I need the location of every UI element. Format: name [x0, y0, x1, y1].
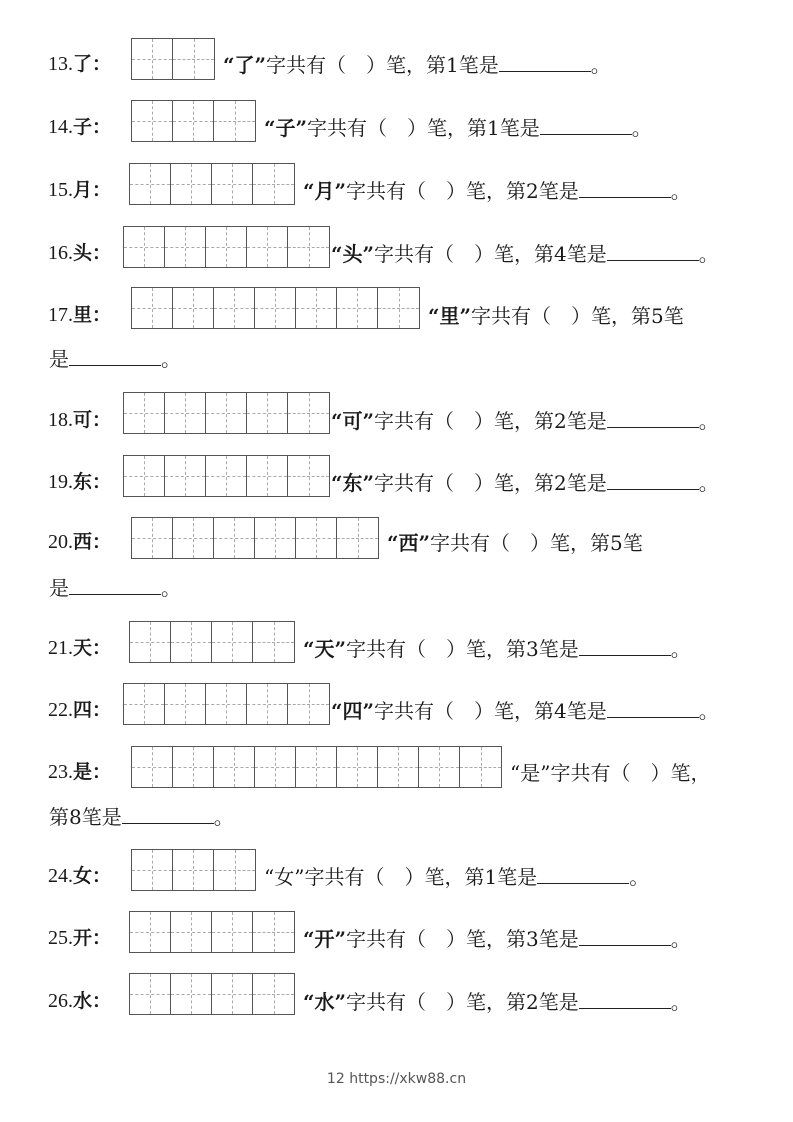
- item-number: [48, 633, 111, 660]
- answer-blank[interactable]: [579, 179, 671, 198]
- answer-blank[interactable]: [499, 53, 591, 72]
- number-label: 15.: [48, 179, 73, 201]
- question-text: [387, 527, 643, 556]
- item-number: [48, 467, 111, 494]
- writing-cell[interactable]: [124, 227, 165, 267]
- period: 。: [161, 347, 181, 371]
- writing-cell[interactable]: [132, 850, 173, 890]
- period: 。: [161, 576, 181, 600]
- writing-cell[interactable]: [253, 164, 294, 204]
- colon: ：: [92, 304, 112, 326]
- number-label: 17.: [48, 304, 73, 326]
- writing-cell[interactable]: [132, 518, 173, 558]
- target-character: 开: [73, 927, 93, 949]
- colon: ：: [92, 761, 112, 783]
- answer-blank[interactable]: [122, 805, 214, 824]
- stroke-question: 字共有（ ）笔，第1笔是: [304, 865, 538, 889]
- period: 。: [698, 471, 719, 495]
- target-character: 女: [73, 865, 93, 887]
- writing-cell[interactable]: [460, 747, 501, 787]
- question-text: [223, 49, 611, 78]
- stroke-question: 字共有（ ）笔，第3笔是: [346, 927, 579, 951]
- number-label: 16.: [48, 242, 73, 264]
- tianzige-grid[interactable]: [129, 163, 295, 205]
- period: 。: [670, 637, 691, 661]
- period: 。: [698, 409, 719, 433]
- period: 。: [670, 990, 691, 1014]
- answer-blank[interactable]: [607, 699, 699, 718]
- writing-cell[interactable]: [212, 622, 253, 662]
- site-url: https://xkw88.cn: [349, 1071, 467, 1087]
- writing-cell[interactable]: [255, 518, 296, 558]
- quoted-character: “女”: [264, 865, 305, 889]
- number-label: 18.: [48, 409, 73, 431]
- target-character: 可: [73, 409, 93, 431]
- tianzige-grid[interactable]: [123, 226, 330, 268]
- item-number: [48, 175, 111, 202]
- page-number: 12: [326, 1071, 345, 1087]
- writing-cell[interactable]: [378, 288, 419, 328]
- colon: ：: [92, 53, 112, 75]
- question-text: [264, 112, 652, 141]
- writing-cell[interactable]: [337, 747, 378, 787]
- quoted-character: “了”: [223, 53, 267, 77]
- writing-cell[interactable]: [132, 288, 173, 328]
- stroke-question: 字共有（ ）笔，: [550, 761, 711, 785]
- number-label: 20.: [48, 531, 73, 553]
- item-number: [48, 861, 111, 888]
- target-character: 天: [73, 637, 93, 659]
- target-character: 水: [73, 990, 93, 1012]
- tianzige-grid[interactable]: [129, 911, 295, 953]
- colon: ：: [92, 179, 112, 201]
- target-character: 子: [73, 116, 93, 138]
- tianzige-grid[interactable]: [131, 100, 256, 142]
- target-character: 里: [73, 304, 93, 326]
- item-number: [48, 923, 111, 950]
- writing-cell[interactable]: [337, 288, 378, 328]
- writing-cell[interactable]: [288, 227, 329, 267]
- item-number: [48, 112, 111, 139]
- writing-cell[interactable]: [132, 747, 173, 787]
- period: 。: [629, 865, 650, 889]
- question-text: [303, 923, 691, 952]
- item-number: [48, 527, 111, 554]
- quoted-character: “是”: [510, 761, 551, 785]
- quoted-character: “西”: [387, 531, 431, 555]
- stroke-question: 字共有（ ）笔，第1笔是: [266, 53, 499, 77]
- writing-cell[interactable]: [171, 164, 212, 204]
- item-number: [48, 757, 111, 784]
- item-number: [48, 695, 111, 722]
- writing-cell[interactable]: [206, 684, 247, 724]
- number-label: 19.: [48, 471, 73, 493]
- writing-cell[interactable]: [296, 747, 337, 787]
- continuation-text: 第8笔是: [49, 805, 122, 829]
- quoted-character: “子”: [264, 116, 308, 140]
- quoted-character: “东”: [331, 471, 375, 495]
- stroke-question: 字共有（ ）笔，第1笔是: [307, 116, 540, 140]
- writing-cell[interactable]: [212, 912, 253, 952]
- number-label: 22.: [48, 699, 73, 721]
- writing-cell[interactable]: [206, 456, 247, 496]
- writing-cell[interactable]: [130, 164, 171, 204]
- writing-cell[interactable]: [171, 974, 212, 1014]
- writing-cell[interactable]: [247, 684, 288, 724]
- writing-cell[interactable]: [296, 288, 337, 328]
- colon: ：: [92, 990, 112, 1012]
- question-text: [331, 467, 719, 496]
- answer-blank[interactable]: [537, 865, 629, 884]
- writing-cell[interactable]: [165, 684, 206, 724]
- writing-cell[interactable]: [173, 850, 214, 890]
- period: 。: [670, 179, 691, 203]
- writing-cell[interactable]: [247, 456, 288, 496]
- answer-blank[interactable]: [579, 990, 671, 1009]
- item-number: [48, 405, 111, 432]
- writing-cell[interactable]: [124, 393, 165, 433]
- tianzige-grid[interactable]: [131, 517, 379, 559]
- tianzige-grid[interactable]: [123, 392, 330, 434]
- quoted-character: “天”: [303, 637, 347, 661]
- period: 。: [590, 53, 611, 77]
- continuation-text: 是: [49, 576, 69, 600]
- answer-blank[interactable]: [540, 116, 632, 135]
- colon: ：: [92, 471, 112, 493]
- colon: ：: [92, 865, 112, 887]
- target-character: 头: [73, 242, 93, 264]
- tianzige-grid[interactable]: [123, 455, 330, 497]
- stroke-question: 字共有（ ）笔，第2笔是: [346, 990, 579, 1014]
- colon: ：: [92, 699, 112, 721]
- number-label: 13.: [48, 53, 73, 75]
- writing-cell[interactable]: [214, 518, 255, 558]
- writing-cell[interactable]: [212, 974, 253, 1014]
- question-text: [331, 405, 719, 434]
- writing-cell[interactable]: [173, 39, 214, 79]
- target-character: 了: [73, 53, 93, 75]
- question-text: [428, 300, 684, 329]
- colon: ：: [92, 927, 112, 949]
- quoted-character: “月”: [303, 179, 347, 203]
- stroke-question: 字共有（ ）笔，第2笔是: [346, 179, 579, 203]
- number-label: 26.: [48, 990, 73, 1012]
- quoted-character: “开”: [303, 927, 347, 951]
- writing-cell[interactable]: [173, 518, 214, 558]
- writing-cell[interactable]: [124, 684, 165, 724]
- question-text: [303, 986, 691, 1015]
- period: 。: [213, 805, 234, 829]
- question-continuation: [49, 801, 234, 830]
- target-character: 西: [73, 531, 93, 553]
- tianzige-grid[interactable]: [129, 621, 295, 663]
- writing-cell[interactable]: [173, 288, 214, 328]
- writing-cell[interactable]: [296, 518, 337, 558]
- question-text: [331, 238, 719, 267]
- writing-cell[interactable]: [253, 912, 294, 952]
- stroke-question: 字共有（ ）笔，第2笔是: [374, 409, 607, 433]
- target-character: 四: [73, 699, 93, 721]
- writing-cell[interactable]: [206, 227, 247, 267]
- writing-cell[interactable]: [165, 227, 206, 267]
- writing-cell[interactable]: [130, 622, 171, 662]
- item-number: [48, 238, 111, 265]
- answer-blank[interactable]: [69, 347, 161, 366]
- writing-cell[interactable]: [247, 227, 288, 267]
- writing-cell[interactable]: [255, 747, 296, 787]
- writing-cell[interactable]: [288, 456, 329, 496]
- question-text: [303, 633, 691, 662]
- writing-cell[interactable]: [173, 101, 214, 141]
- writing-cell[interactable]: [132, 101, 173, 141]
- target-character: 是: [73, 761, 93, 783]
- number-label: 21.: [48, 637, 73, 659]
- tianzige-grid[interactable]: [123, 683, 330, 725]
- answer-blank[interactable]: [579, 927, 671, 946]
- question-continuation: [49, 572, 181, 601]
- writing-cell[interactable]: [247, 393, 288, 433]
- writing-cell[interactable]: [288, 393, 329, 433]
- colon: ：: [92, 242, 112, 264]
- target-character: 月: [73, 179, 93, 201]
- number-label: 24.: [48, 865, 73, 887]
- number-label: 25.: [48, 927, 73, 949]
- quoted-character: “水”: [303, 990, 347, 1014]
- stroke-question: 字共有（ ）笔，第2笔是: [374, 471, 607, 495]
- question-continuation: [49, 343, 181, 372]
- writing-cell[interactable]: [288, 684, 329, 724]
- writing-cell[interactable]: [214, 747, 255, 787]
- colon: ：: [92, 637, 112, 659]
- answer-blank[interactable]: [579, 637, 671, 656]
- colon: ：: [92, 409, 112, 431]
- quoted-character: “四”: [331, 699, 375, 723]
- writing-cell[interactable]: [253, 974, 294, 1014]
- question-text: [510, 757, 710, 786]
- number-label: 14.: [48, 116, 73, 138]
- answer-blank[interactable]: [69, 576, 161, 595]
- writing-cell[interactable]: [173, 747, 214, 787]
- question-text: [303, 175, 691, 204]
- colon: ：: [92, 531, 112, 553]
- writing-cell[interactable]: [253, 622, 294, 662]
- number-label: 23.: [48, 761, 73, 783]
- stroke-question: 字共有（ ）笔，第5笔: [471, 304, 684, 328]
- colon: ：: [92, 116, 112, 138]
- answer-blank[interactable]: [607, 409, 699, 428]
- writing-cell[interactable]: [419, 747, 460, 787]
- writing-cell[interactable]: [165, 393, 206, 433]
- stroke-question: 字共有（ ）笔，第5笔: [430, 531, 643, 555]
- answer-blank[interactable]: [607, 242, 699, 261]
- writing-cell[interactable]: [378, 747, 419, 787]
- writing-cell[interactable]: [130, 912, 171, 952]
- stroke-question: 字共有（ ）笔，第3笔是: [346, 637, 579, 661]
- period: 。: [698, 242, 719, 266]
- writing-cell[interactable]: [132, 39, 173, 79]
- writing-cell[interactable]: [214, 101, 255, 141]
- tianzige-grid[interactable]: [131, 287, 420, 329]
- target-character: 东: [73, 471, 93, 493]
- period: 。: [698, 699, 719, 723]
- quoted-character: “头”: [331, 242, 375, 266]
- writing-cell[interactable]: [212, 164, 253, 204]
- tianzige-grid[interactable]: [131, 746, 502, 788]
- item-number: [48, 986, 111, 1013]
- writing-cell[interactable]: [214, 288, 255, 328]
- item-number: [48, 49, 111, 76]
- writing-cell[interactable]: [130, 974, 171, 1014]
- writing-cell[interactable]: [214, 850, 255, 890]
- item-number: [48, 300, 111, 327]
- period: 。: [631, 116, 652, 140]
- writing-cell[interactable]: [337, 518, 378, 558]
- tianzige-grid[interactable]: [131, 849, 256, 891]
- page-footer: [0, 1071, 793, 1087]
- quoted-character: “可”: [331, 409, 375, 433]
- period: 。: [670, 927, 691, 951]
- writing-cell[interactable]: [171, 912, 212, 952]
- writing-cell[interactable]: [255, 288, 296, 328]
- question-text: [264, 861, 649, 890]
- writing-cell[interactable]: [206, 393, 247, 433]
- writing-cell[interactable]: [124, 456, 165, 496]
- stroke-question: 字共有（ ）笔，第4笔是: [374, 242, 607, 266]
- tianzige-grid[interactable]: [131, 38, 215, 80]
- writing-cell[interactable]: [165, 456, 206, 496]
- answer-blank[interactable]: [607, 471, 699, 490]
- writing-cell[interactable]: [171, 622, 212, 662]
- continuation-text: 是: [49, 347, 69, 371]
- stroke-question: 字共有（ ）笔，第4笔是: [374, 699, 607, 723]
- tianzige-grid[interactable]: [129, 973, 295, 1015]
- question-text: [331, 695, 719, 724]
- quoted-character: “里”: [428, 304, 472, 328]
